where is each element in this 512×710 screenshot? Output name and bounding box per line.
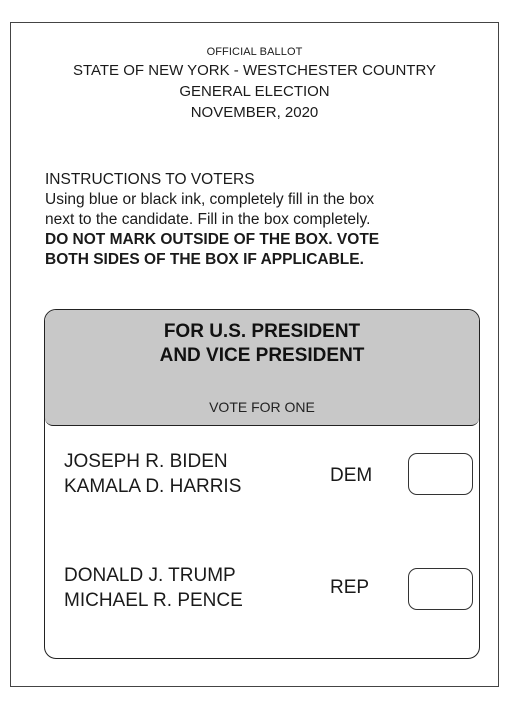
candidate-row-biden-harris [64, 449, 464, 509]
contest-title [45, 320, 479, 368]
instructions-line-2: next to the candidate. Fill in the box completely. [45, 211, 371, 228]
candidate-names [64, 449, 241, 499]
vote-for-one-label: VOTE FOR ONE [209, 399, 315, 415]
vice-president-name: KAMALA D. HARRIS [64, 476, 242, 497]
vote-box-rep[interactable] [408, 568, 473, 610]
official-ballot-label: OFFICIAL BALLOT [206, 46, 303, 58]
party-label: REP [330, 577, 370, 598]
instructions-warning-2: BOTH SIDES OF THE BOX IF APPLICABLE. [45, 251, 364, 268]
president-name: JOSEPH R. BIDEN [64, 451, 228, 472]
contest-header [45, 310, 479, 426]
state-county-line: STATE OF NEW YORK - WESTCHESTER COUNTRY [72, 62, 437, 79]
contest-title-line-1: FOR U.S. PRESIDENT [163, 321, 361, 342]
instructions-title: INSTRUCTIONS TO VOTERS [45, 171, 255, 188]
candidate-row-trump-pence [64, 563, 464, 623]
contest-title-line-2: AND VICE PRESIDENT [159, 345, 365, 366]
ballot-header [11, 45, 498, 123]
candidate-names [64, 563, 243, 613]
voter-instructions [45, 170, 485, 270]
election-type: GENERAL ELECTION [179, 83, 330, 100]
vice-president-name: MICHAEL R. PENCE [64, 590, 243, 611]
instructions-warning-1: DO NOT MARK OUTSIDE OF THE BOX. VOTE [45, 231, 380, 248]
instructions-line-1: Using blue or black ink, completely fill in the box [45, 191, 375, 208]
president-name: DONALD J. TRUMP [64, 565, 236, 586]
election-date: NOVEMBER, 2020 [190, 104, 319, 121]
vote-box-dem[interactable] [408, 453, 473, 495]
president-contest [44, 309, 480, 659]
ballot-sheet [10, 22, 499, 687]
party-label: DEM [330, 465, 373, 486]
